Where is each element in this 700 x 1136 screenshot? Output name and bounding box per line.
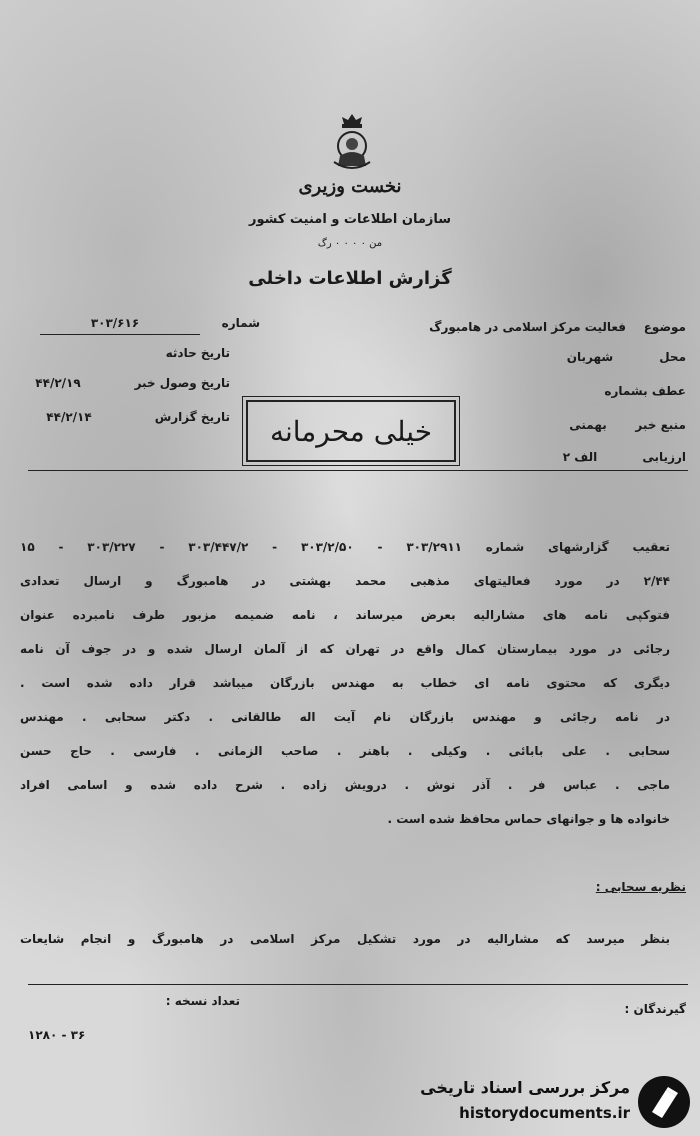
recipients-label: گیرندگان : xyxy=(624,1002,686,1016)
archive-logo-icon xyxy=(636,1074,692,1130)
body-line: فتوکپی نامه های مشارالیه بعرض میرساند ، نامه ضمیمه مزبور طرف نامبرده عنوان xyxy=(20,608,670,622)
watermark-url[interactable]: historydocuments.ir xyxy=(459,1104,630,1122)
number-underline xyxy=(40,334,200,335)
body-line: رجائی در مورد بیمارستان کمال واقع در تهران که از آلمان ارسال شده و در جوف آن نامه xyxy=(20,642,670,656)
incident-date-label: تاریخ حادثه xyxy=(165,346,230,360)
body-line: ۲/۴۴ در مورد فعالیتهای مذهبی محمد بهشتی در هامبورگ و ارسال تعدادی xyxy=(20,574,670,588)
note-text: بنظر میرسد که مشارالیه در مورد تشکیل مرکز اسلامی در هامبورگ و انجام شایعات xyxy=(20,932,670,946)
grade-label: ارزیابی xyxy=(642,450,686,464)
attachment-label: عطف بشماره xyxy=(604,384,686,398)
source-value: بهمنی xyxy=(569,418,607,432)
copies-label: تعداد نسخه : xyxy=(165,994,240,1008)
lion-and-sun-emblem-icon xyxy=(326,112,378,178)
header-title: نخست وزیری xyxy=(298,176,402,197)
report-date-label: تاریخ گزارش xyxy=(154,410,230,424)
number-value: ۳۰۳/۶۱۶ xyxy=(90,316,140,330)
document-code: ۳۶ - ۱۲۸۰ xyxy=(28,1028,86,1042)
body-line: دیگری که محتوی نامه ای خطاب به مهندس بازرگان میباشد قرار داده شده است . xyxy=(20,676,670,690)
receipt-date-value: ۴۴/۲/۱۹ xyxy=(35,376,81,390)
number-label: شماره xyxy=(221,316,260,330)
body-line: ماجی . عباس فر . آذر نوش . درویش زاده . شرح داده شده و اسامی افراد xyxy=(20,778,670,792)
grade-value: الف ۲ xyxy=(562,450,598,464)
body-line: در نامه رجائی و مهندس بازرگان نام آیت اله طالقانی . دکتر سحابی . مهندس xyxy=(20,710,670,724)
report-date-value: ۴۴/۲/۱۴ xyxy=(46,410,92,424)
header-subtext: من ۰ ۰ ۰ ۰ رگ xyxy=(317,238,383,249)
place-label: محل xyxy=(659,350,686,364)
body-line: خانواده ها و جوانهای حماس محافظ شده است . xyxy=(387,812,670,826)
header-organization: سازمان اطلاعات و امنیت کشور xyxy=(248,212,452,227)
body-line: تعقیب گزارشهای شماره ۳۰۳/۲۹۱۱ - ۳۰۳/۲/۵۰ - ۳۰۳/۴۴۷/۲ - ۳۰۳/۲۲۷ - ۱۵ xyxy=(20,540,670,554)
subject-label: موضوع xyxy=(643,320,686,334)
subject-value: فعالیت مرکز اسلامی در هامبورگ xyxy=(429,320,626,334)
header-divider xyxy=(28,470,688,471)
report-heading: گزارش اطلاعات داخلی xyxy=(248,268,452,289)
watermark-persian: مرکز بررسی اسناد تاریخی xyxy=(420,1078,630,1097)
receipt-date-label: تاریخ وصول خبر xyxy=(134,376,230,390)
classification-stamp: خیلی محرمانه xyxy=(246,400,456,462)
footer-divider xyxy=(28,984,688,985)
source-label: منبع خبر xyxy=(635,418,686,432)
body-line: سحابی . علی بابائی . وکیلی . باهنر . صاحب الزمانی . فارسی . حاج حسن xyxy=(20,744,670,758)
note-label: نظریه سحابی : xyxy=(595,880,686,894)
place-value: شهربان xyxy=(566,350,614,364)
